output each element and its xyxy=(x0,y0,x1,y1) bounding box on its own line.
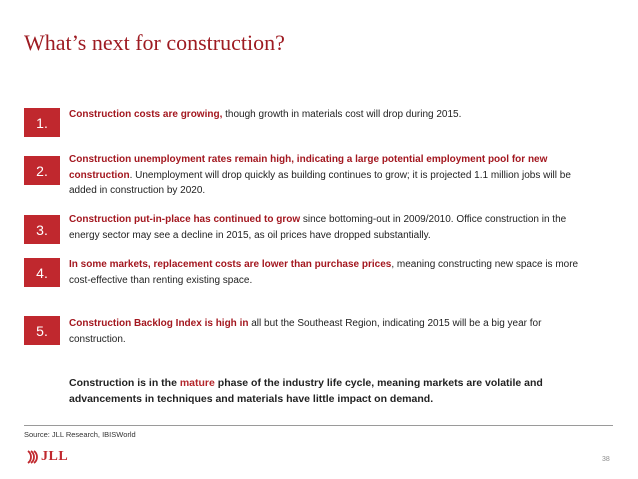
logo-text: JLL xyxy=(41,449,69,464)
point-number-badge: 1. xyxy=(24,108,60,137)
point-text xyxy=(69,316,589,347)
point-body: since bottoming-out in 2009/2010. Office construction in the energy sector may see a decline in 2015, as oil prices have dropped substantially. xyxy=(69,214,567,241)
page-number: 38 xyxy=(602,456,610,463)
page-title: What’s next for construction? xyxy=(24,30,285,55)
conclusion-text xyxy=(69,375,589,407)
point-text xyxy=(69,257,589,288)
point-highlight: Construction costs are growing, xyxy=(69,109,223,120)
footer-divider xyxy=(24,425,613,426)
point-highlight: Construction unemployment rates remain high, indicating a large potential employment pool for new construction xyxy=(69,154,548,181)
point-highlight: Construction put-in-place has continued to grow xyxy=(69,214,301,225)
point-highlight: In some markets, replacement costs are lower than purchase prices xyxy=(69,259,392,270)
point-text xyxy=(69,212,589,243)
point-body: all but the Southeast Region, indicating 2015 will be a big year for construction. xyxy=(69,318,542,345)
point-body: though growth in materials cost will drop during 2015. xyxy=(222,109,462,120)
point-text xyxy=(69,152,589,199)
point-number-badge: 3. xyxy=(24,215,60,244)
conclusion-accent: mature xyxy=(179,377,215,389)
point-body: . Unemployment will drop quickly as building continues to grow; it is projected 1.1 million jobs will be added in construction by 2020. xyxy=(69,169,571,196)
source-note: Source: JLL Research, IBISWorld xyxy=(24,430,136,439)
point-number-badge: 5. xyxy=(24,316,60,345)
point-number-badge: 4. xyxy=(24,258,60,287)
conclusion-before: Construction is in the xyxy=(69,377,180,389)
jll-logo-mark-icon xyxy=(25,450,39,464)
jll-logo xyxy=(25,449,68,465)
point-text xyxy=(69,107,589,123)
conclusion-after: phase of the industry life cycle, meaning markets are volatile and advancements in techniques and materials have little impact on demand. xyxy=(69,377,543,405)
point-highlight: Construction Backlog Index is high in xyxy=(69,318,249,329)
point-number-badge: 2. xyxy=(24,156,60,185)
point-body: , meaning constructing new space is more cost-effective than renting existing space. xyxy=(69,259,579,286)
